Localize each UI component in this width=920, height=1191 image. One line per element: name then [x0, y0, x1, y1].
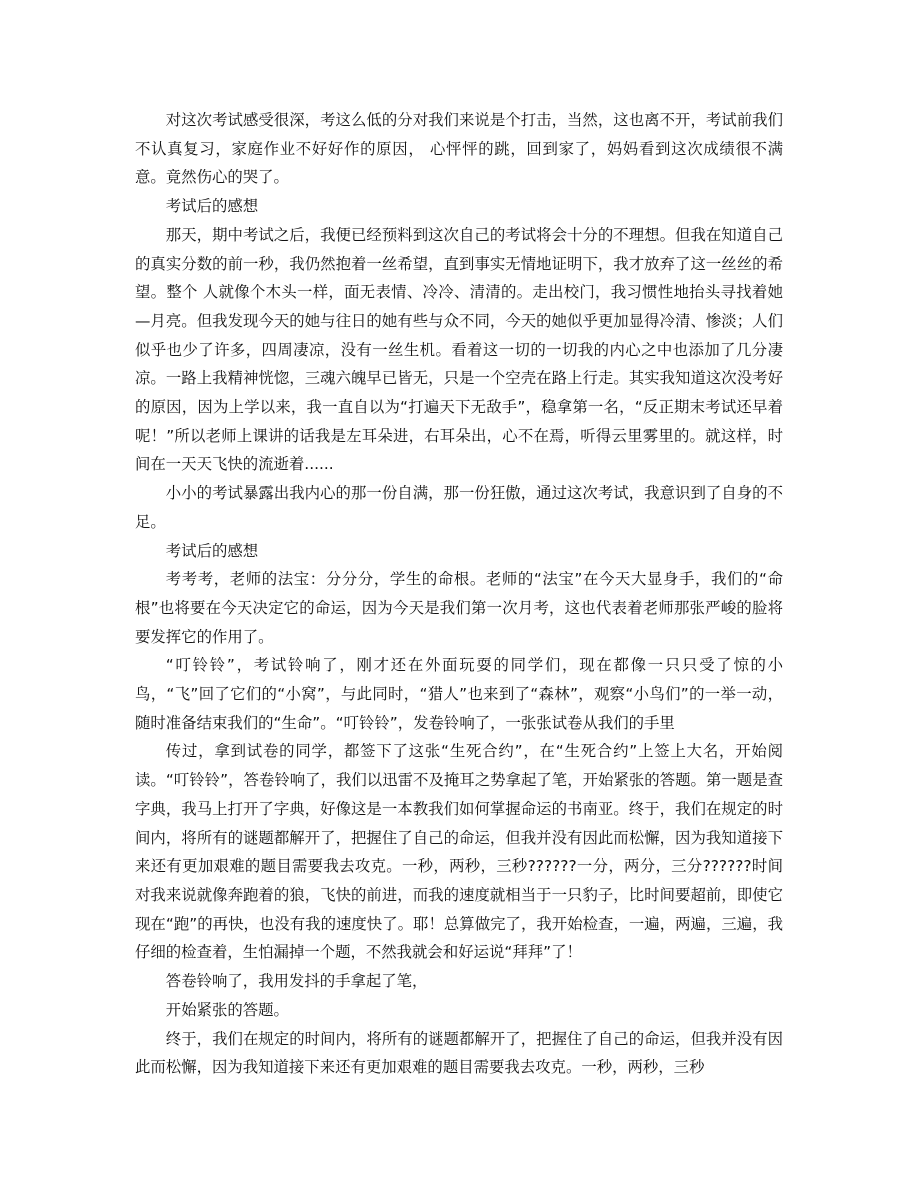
paragraph: 传过，拿到试卷的同学，都签下了这张“生死合约”，在“生死合约”上签上大名，开始阅读。“叮铃铃”，答卷铃响了，我们以迅雷不及掩耳之势拿起了笔，开始紧张的答题。第一题是查字典，我马上打开了字典，好像这是一本教我们如何掌握命运的书南亚。终于，我们在规定的时间内，将所有的谜题都解开了，把握住了自己的命运，但我并没有因此而松懈，因为我知道接下来还有更加艰难的题目需要我去攻克。一秒，两秒，三秒??????一分，两分，三分??????时间对我来说就像奔跑着的狼，飞快的前进，而我的速度就相当于一只豹子，比时间要超前，即使它现在“跑”的再快，也没有我的速度快了。耶！总算做完了，我开始检查，一遍，两遍，三遍，我仔细的检查着，生怕漏掉一个题，不然我就会和好运说“拜拜”了！ — [135, 742, 783, 962]
paragraph: 终于，我们在规定的时间内，将所有的谜题都解开了，把握住了自己的命运，但我并没有因此而松懈，因为我知道接下来还有更加艰难的题目需要我去攻克。一秒，两秒，三秒 — [135, 1029, 783, 1077]
paragraph: 考考考，老师的法宝：分分分，学生的命根。老师的“法宝”在今天大显身手，我们的“命根”也将要在今天决定它的命运，因为今天是我们第一次月考，这也代表着老师那张严峻的脸将要发挥它的作用了。 — [135, 570, 783, 646]
document-body — [135, 106, 783, 1082]
section-heading: 考试后的感想 — [165, 541, 259, 560]
section-heading: 考试后的感想 — [165, 197, 259, 216]
paragraph: “叮铃铃”，考试铃响了，刚才还在外面玩耍的同学们，现在都像一只只受了惊的小鸟，“飞”回了它们的“小窝”，与此同时，“猎人”也来到了“森林”，观察“小鸟们”的一举一动，随时准备结束我们的“生命”。“叮铃铃”，发卷铃响了，一张张试卷从我们的手里 — [135, 656, 783, 732]
paragraph: 那天，期中考试之后，我便已经预料到这次自己的考试将会十分的不理想。但我在知道自己的真实分数的前一秒，我仍然抱着一丝希望，直到事实无情地证明下，我才放弃了这一丝丝的希望。整个 人就像个木头一样，面无表情、冷冷、清清的。走出校门，我习惯性地抬头寻找着她—月亮。但我发现今天的她与往日的她有些与众不同，今天的她似乎更加显得冷清、惨淡；人们似乎也少了许多，四周凄凉，没有一丝生机。看着这一切的一切我的内心之中也添加了几分凄凉。一路上我精神恍惚，三魂六魄早已皆无，只是一个空壳在路上行走。其实我知道这次没考好的原因，因为上学以来，我一直自以为“打遍天下无敌手”，稳拿第一名，“反正期末考试还早着呢！”所以老师上课讲的话我是左耳朵进，右耳朵出，心不在焉，听得云里雾里的。就这样，时间在一天天飞快的流逝着...... — [135, 225, 783, 474]
paragraph-intro: 对这次考试感受很深，考这么低的分对我们来说是个打击，当然，这也离不开，考试前我们不认真复习，家庭作业不好好作的原因， 心怦怦的跳，回到家了，妈妈看到这次成绩很不满意。竟然伤心的哭了。 — [135, 111, 783, 187]
paragraph: 答卷铃响了，我用发抖的手拿起了笔， — [165, 972, 428, 991]
paragraph: 开始紧张的答题。 — [165, 1000, 289, 1019]
paragraph: 小小的考试暴露出我内心的那一份自满，那一份狂傲，通过这次考试，我意识到了自身的不足。 — [135, 484, 783, 531]
